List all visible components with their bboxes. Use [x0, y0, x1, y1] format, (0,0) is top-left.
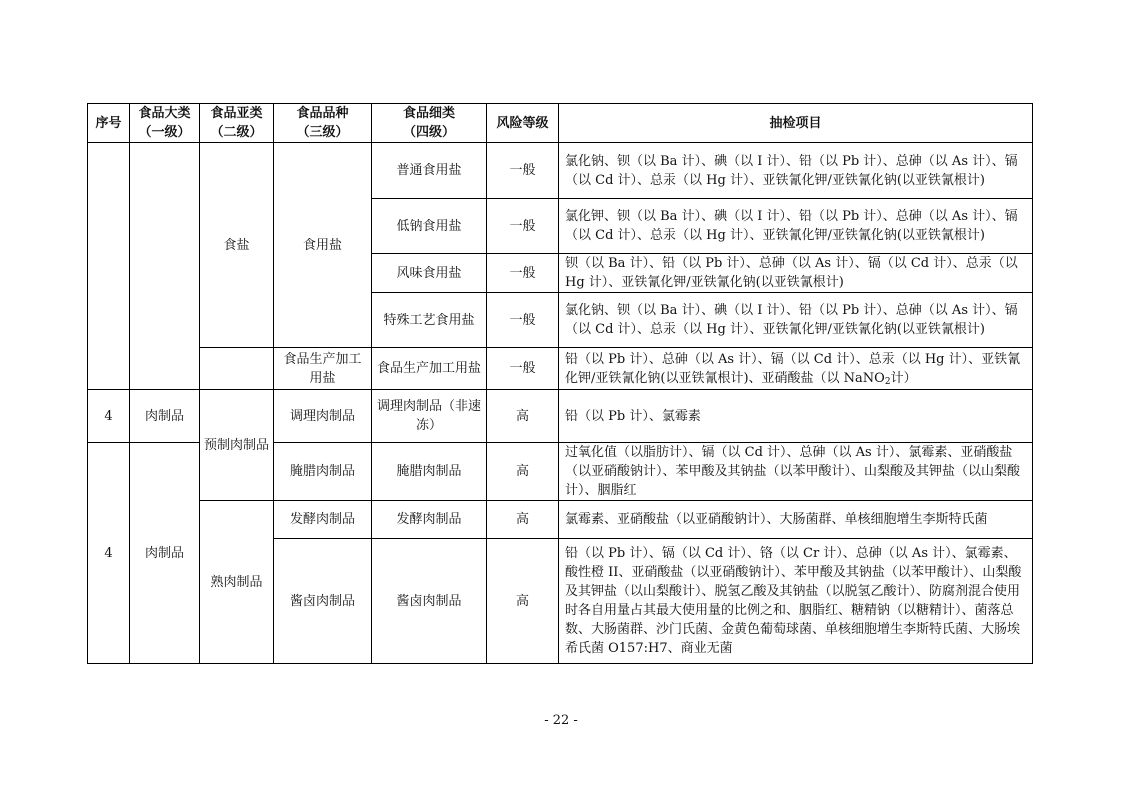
cat4-cell: 调理肉制品（非速冻）	[372, 390, 487, 443]
table-row	[88, 390, 1033, 443]
cat3-cell: 发酵肉制品	[274, 501, 372, 539]
items-cell: 铅（以 Pb 计）、总砷（以 As 计）、镉（以 Cd 计）、总汞（以 Hg 计）、亚铁氰化钾/亚铁氰化钠(以亚铁氰根计)、亚硝酸盐（以 NaNO$_2$计）	[559, 348, 1033, 390]
cat4-cell: 发酵肉制品	[372, 501, 487, 539]
cat4-cell: 腌腊肉制品	[372, 443, 487, 501]
risk-cell: 一般	[487, 143, 559, 199]
cat4-cell: 特殊工艺食用盐	[372, 293, 487, 348]
risk-cell: 高	[487, 390, 559, 443]
items-cell: 铅（以 Pb 计）、氯霉素	[559, 390, 1033, 443]
header-cat3: 食品品种 （三级）	[274, 104, 372, 143]
items-cell: 氯化钠、钡（以 Ba 计）、碘（以 I 计）、铅（以 Pb 计）、总砷（以 As 计）、镉（以 Cd 计）、总汞（以 Hg 计）、亚铁氰化钾/亚铁氰化钠(以亚铁氰根计)	[559, 143, 1033, 199]
salt-cat3-cell: 食用盐	[274, 143, 372, 348]
inspection-table	[87, 103, 1033, 664]
salt-cat1-cell	[130, 143, 200, 390]
risk-cell: 一般	[487, 199, 559, 254]
page-number: - 22 -	[544, 713, 578, 728]
header-cat4: 食品细类 （四级）	[372, 104, 487, 143]
cat4-cell: 酱卤肉制品	[372, 539, 487, 664]
risk-cell: 一般	[487, 293, 559, 348]
cat4-cell: 风味食用盐	[372, 254, 487, 293]
meat-prepared-cell: 预制肉制品	[200, 390, 274, 501]
risk-cell: 高	[487, 443, 559, 501]
cat3-cell: 腌腊肉制品	[274, 443, 372, 501]
meat-cat1-cell: 肉制品	[130, 390, 200, 443]
meat-cat1-cell: 肉制品	[130, 443, 200, 664]
salt-seq-cell	[88, 143, 130, 390]
header-row	[88, 104, 1033, 143]
salt-processing-cat3-cell: 食品生产加工用盐	[274, 348, 372, 390]
risk-cell: 高	[487, 539, 559, 664]
header-items: 抽检项目	[559, 104, 1033, 143]
header-risk: 风险等级	[487, 104, 559, 143]
meat-cooked-cell: 熟肉制品	[200, 501, 274, 664]
cat3-cell: 调理肉制品	[274, 390, 372, 443]
header-cat2: 食品亚类 （二级）	[200, 104, 274, 143]
items-cell: 过氧化值（以脂肪计）、镉（以 Cd 计）、总砷（以 As 计）、氯霉素、亚硝酸盐（以亚硝酸钠计）、苯甲酸及其钠盐（以苯甲酸计）、山梨酸及其钾盐（以山梨酸计）、胭脂红	[559, 443, 1033, 501]
risk-cell: 高	[487, 501, 559, 539]
cat3-cell: 酱卤肉制品	[274, 539, 372, 664]
table-row	[88, 348, 1033, 390]
salt-cat2-cell: 食盐	[200, 143, 274, 348]
table-row	[88, 143, 1033, 199]
meat-seq-cell: 4	[88, 443, 130, 664]
cat4-cell: 低钠食用盐	[372, 199, 487, 254]
items-cell: 氯化钠、钡（以 Ba 计）、碘（以 I 计）、铅（以 Pb 计）、总砷（以 As 计）、镉（以 Cd 计）、总汞（以 Hg 计）、亚铁氰化钾/亚铁氰化钠(以亚铁氰根计)	[559, 293, 1033, 348]
meat-seq-cell: 4	[88, 390, 130, 443]
cat4-cell: 食品生产加工用盐	[372, 348, 487, 390]
salt-processing-cat2-cell	[200, 348, 274, 390]
items-cell: 氯化钾、钡（以 Ba 计）、碘（以 I 计）、铅（以 Pb 计）、总砷（以 As 计）、镉（以 Cd 计）、总汞（以 Hg 计）、亚铁氰化钾/亚铁氰化钠(以亚铁氰根计)	[559, 199, 1033, 254]
risk-cell: 一般	[487, 254, 559, 293]
table-row	[88, 501, 1033, 539]
items-cell: 氯霉素、亚硝酸盐（以亚硝酸钠计）、大肠菌群、单核细胞增生李斯特氏菌	[559, 501, 1033, 539]
items-cell: 钡（以 Ba 计）、铅（以 Pb 计）、总砷（以 As 计）、镉（以 Cd 计）、总汞（以 Hg 计）、亚铁氰化钾/亚铁氰化钠(以亚铁氰根计)	[559, 254, 1033, 293]
header-seq: 序号	[88, 104, 130, 143]
risk-cell: 一般	[487, 348, 559, 390]
items-cell: 铅（以 Pb 计）、镉（以 Cd 计）、铬（以 Cr 计）、总砷（以 As 计）、氯霉素、酸性橙 II、亚硝酸盐（以亚硝酸钠计）、苯甲酸及其钠盐（以苯甲酸计）、山梨酸及其钾盐（以山梨酸计）、脱氢乙酸及其钠盐（以脱氢乙酸计）、防腐剂混合使用时各自用量占其最大使用量的比例之和、胭脂红、糖精钠（以糖精计）、菌落总数、大肠菌群、沙门氏菌、金黄色葡萄球菌、单核细胞增生李斯特氏菌、大肠埃希氏菌 O157:H7、商业无菌	[559, 539, 1033, 664]
header-cat1: 食品大类 （一级）	[130, 104, 200, 143]
cat4-cell: 普通食用盐	[372, 143, 487, 199]
